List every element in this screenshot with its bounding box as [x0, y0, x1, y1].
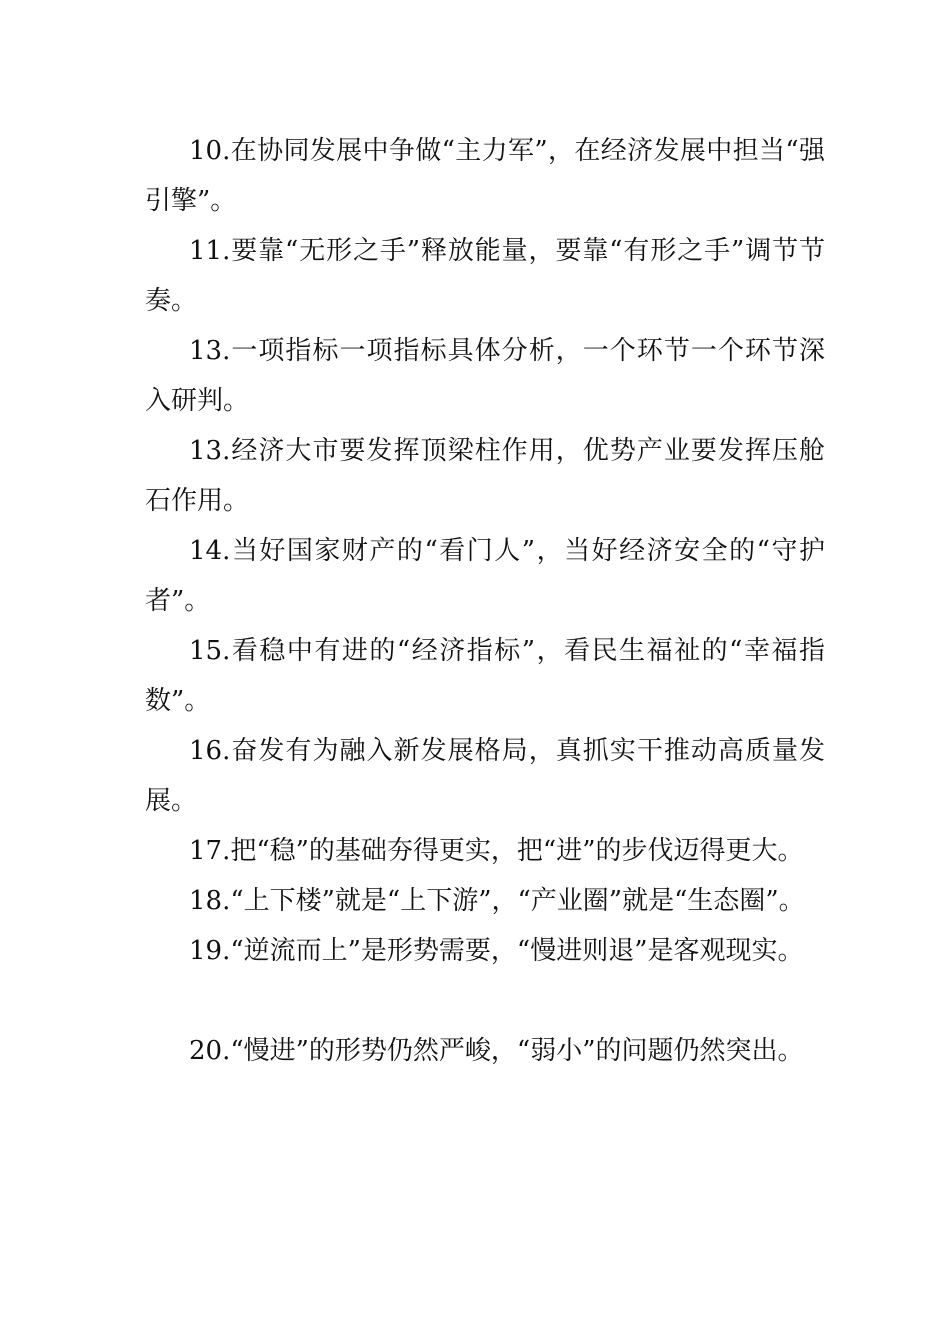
paragraph-20: 20.“慢进”的形势仍然严峻，“弱小”的问题仍然突出。 [189, 1036, 804, 1066]
paragraph-15: 15.看稳中有进的“经济指标”，看民生福祉的“幸福指数”。 [145, 636, 825, 716]
paragraph-17: 17.把“稳”的基础夯得更实，把“进”的步伐迈得更大。 [189, 836, 804, 866]
paragraph-18: 18.“上下楼”就是“上下游”，“产业圈”就是“生态圈”。 [189, 886, 805, 916]
paragraph-19: 19.“逆流而上”是形势需要，“慢进则退”是客观现实。 [189, 936, 804, 966]
paragraph-11: 11.要靠“无形之手”释放能量，要靠“有形之手”调节节奏。 [145, 236, 825, 316]
paragraph-16: 16.奋发有为融入新发展格局，真抓实干推动高质量发展。 [145, 736, 825, 816]
paragraph-13b: 13.经济大市要发挥顶梁柱作用，优势产业要发挥压舱石作用。 [145, 436, 825, 516]
paragraph-14: 14.当好国家财产的“看门人”，当好经济安全的“守护者”。 [145, 536, 825, 616]
paragraph-13a: 13.一项指标一项指标具体分析，一个环节一个环节深入研判。 [145, 336, 825, 416]
document-body [145, 126, 825, 1076]
paragraph-10: 10.在协同发展中争做“主力军”，在经济发展中担当“强引擎”。 [145, 136, 825, 216]
